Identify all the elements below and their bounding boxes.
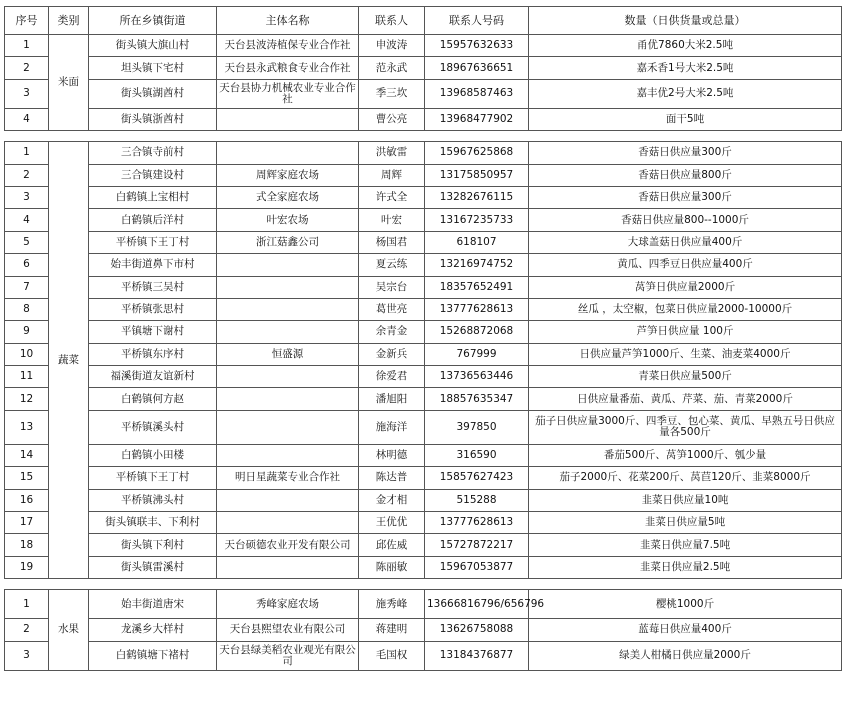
cell-contact: 洪敏雷 — [359, 142, 425, 164]
cell-index: 13 — [5, 410, 49, 444]
table-row — [5, 343, 842, 365]
table-row — [5, 231, 842, 253]
cell-entity: 秀峰家庭农场 — [217, 590, 359, 619]
cell-town: 白鹤镇塘下褚村 — [89, 641, 217, 670]
cell-index: 2 — [5, 57, 49, 79]
cell-quantity: 香菇日供应量800斤 — [529, 164, 842, 186]
table-row — [5, 388, 842, 410]
cell-quantity: 蓝莓日供应量400斤 — [529, 619, 842, 641]
cell-phone: 18967636651 — [425, 57, 529, 79]
supply-table-container — [4, 6, 841, 671]
cell-index: 1 — [5, 142, 49, 164]
cell-phone: 13968587463 — [425, 79, 529, 108]
header-cell-town: 所在乡镇街道 — [89, 7, 217, 35]
cell-quantity: 香菇日供应量800--1000斤 — [529, 209, 842, 231]
group-gap-row — [5, 131, 842, 142]
header-cell-phone: 联系人号码 — [425, 7, 529, 35]
cell-town: 平桥镇沸头村 — [89, 489, 217, 511]
cell-quantity: 茄子2000斤、花菜200斤、莴苣120斤、韭菜8000斤 — [529, 467, 842, 489]
cell-quantity: 大球盖菇日供应量400斤 — [529, 231, 842, 253]
cell-index: 10 — [5, 343, 49, 365]
cell-phone: 13216974752 — [425, 254, 529, 276]
cell-phone: 618107 — [425, 231, 529, 253]
table-row — [5, 35, 842, 57]
cell-entity — [217, 298, 359, 320]
cell-contact: 季三坎 — [359, 79, 425, 108]
cell-town: 坦头镇下宅村 — [89, 57, 217, 79]
table-row — [5, 321, 842, 343]
cell-contact: 金新兵 — [359, 343, 425, 365]
cell-index: 6 — [5, 254, 49, 276]
cell-phone: 15727872217 — [425, 534, 529, 556]
cell-contact: 潘旭阳 — [359, 388, 425, 410]
table-row — [5, 276, 842, 298]
cell-town: 街头镇湖酋村 — [89, 79, 217, 108]
cell-phone: 13968477902 — [425, 108, 529, 130]
cell-contact: 夏云练 — [359, 254, 425, 276]
cell-town: 始丰街道唐宋 — [89, 590, 217, 619]
cell-contact: 施秀峰 — [359, 590, 425, 619]
cell-entity: 恒盛源 — [217, 343, 359, 365]
cell-index: 1 — [5, 35, 49, 57]
cell-town: 平桥镇三吴村 — [89, 276, 217, 298]
category-cell: 米面 — [49, 35, 89, 131]
cell-town: 街头镇下利村 — [89, 534, 217, 556]
cell-contact: 蒋建明 — [359, 619, 425, 641]
cell-phone: 15957632633 — [425, 35, 529, 57]
cell-entity — [217, 556, 359, 578]
cell-entity — [217, 489, 359, 511]
table-row — [5, 298, 842, 320]
cell-index: 3 — [5, 79, 49, 108]
cell-phone: 13184376877 — [425, 641, 529, 670]
cell-entity: 天台硕德农业开发有限公司 — [217, 534, 359, 556]
cell-phone: 13282676115 — [425, 186, 529, 208]
group-gap-cell — [5, 131, 842, 142]
cell-phone: 15967053877 — [425, 556, 529, 578]
table-row — [5, 444, 842, 466]
cell-index: 12 — [5, 388, 49, 410]
cell-index: 7 — [5, 276, 49, 298]
cell-town: 白鹤镇小田楼 — [89, 444, 217, 466]
cell-phone: 316590 — [425, 444, 529, 466]
cell-index: 18 — [5, 534, 49, 556]
cell-quantity: 韭菜日供应量2.5吨 — [529, 556, 842, 578]
cell-quantity: 番茄500斤、莴笋1000斤、瓠少量 — [529, 444, 842, 466]
cell-contact: 申波涛 — [359, 35, 425, 57]
table-row — [5, 57, 842, 79]
header-cell-quantity: 数量（日供货量或总量） — [529, 7, 842, 35]
cell-contact: 施海洋 — [359, 410, 425, 444]
cell-quantity: 黄瓜、四季豆日供应量400斤 — [529, 254, 842, 276]
cell-phone: 397850 — [425, 410, 529, 444]
cell-town: 平桥镇下王丁村 — [89, 467, 217, 489]
table-row — [5, 108, 842, 130]
cell-entity: 叶宏农场 — [217, 209, 359, 231]
header-cell-category: 类别 — [49, 7, 89, 35]
supply-table — [4, 6, 842, 671]
cell-town: 白鹤镇后洋村 — [89, 209, 217, 231]
cell-entity: 天台县波涛植保专业合作社 — [217, 35, 359, 57]
cell-entity: 式全家庭农场 — [217, 186, 359, 208]
header-cell-contact: 联系人 — [359, 7, 425, 35]
cell-quantity: 香菇日供应量300斤 — [529, 142, 842, 164]
cell-entity — [217, 410, 359, 444]
table-row — [5, 534, 842, 556]
cell-quantity: 嘉丰优2号大米2.5吨 — [529, 79, 842, 108]
cell-quantity: 丝瓜 ，太空椒，包菜日供应量2000-10000斤 — [529, 298, 842, 320]
cell-index: 8 — [5, 298, 49, 320]
cell-entity — [217, 366, 359, 388]
group-gap-cell — [5, 579, 842, 590]
cell-entity — [217, 254, 359, 276]
cell-quantity: 樱桃1000斤 — [529, 590, 842, 619]
cell-town: 街头镇浙酋村 — [89, 108, 217, 130]
cell-entity — [217, 142, 359, 164]
cell-index: 15 — [5, 467, 49, 489]
cell-town: 街头镇联丰、下利村 — [89, 512, 217, 534]
cell-town: 平镇塘下谢村 — [89, 321, 217, 343]
cell-index: 4 — [5, 209, 49, 231]
table-row — [5, 410, 842, 444]
group-gap-row — [5, 579, 842, 590]
cell-phone: 515288 — [425, 489, 529, 511]
cell-entity — [217, 444, 359, 466]
cell-phone: 18857635347 — [425, 388, 529, 410]
cell-entity — [217, 388, 359, 410]
table-row — [5, 254, 842, 276]
cell-town: 平桥镇张思村 — [89, 298, 217, 320]
cell-town: 平桥镇东序村 — [89, 343, 217, 365]
cell-phone: 13626758088 — [425, 619, 529, 641]
table-row — [5, 142, 842, 164]
cell-quantity: 嘉禾香1号大米2.5吨 — [529, 57, 842, 79]
cell-entity: 周辉家庭农场 — [217, 164, 359, 186]
cell-entity — [217, 321, 359, 343]
cell-phone: 18357652491 — [425, 276, 529, 298]
cell-town: 白鹤镇何方赵 — [89, 388, 217, 410]
cell-entity: 明日星蔬菜专业合作社 — [217, 467, 359, 489]
table-row — [5, 467, 842, 489]
cell-index: 2 — [5, 164, 49, 186]
cell-quantity: 韭菜日供应量5吨 — [529, 512, 842, 534]
cell-town: 平桥镇溪头村 — [89, 410, 217, 444]
cell-contact: 王优优 — [359, 512, 425, 534]
header-cell-index: 序号 — [5, 7, 49, 35]
table-row — [5, 556, 842, 578]
cell-index: 19 — [5, 556, 49, 578]
cell-town: 街头镇雷溪村 — [89, 556, 217, 578]
category-cell: 蔬菜 — [49, 142, 89, 579]
cell-quantity: 香菇日供应量300斤 — [529, 186, 842, 208]
header-cell-entity: 主体名称 — [217, 7, 359, 35]
cell-entity — [217, 512, 359, 534]
cell-index: 3 — [5, 641, 49, 670]
cell-index: 1 — [5, 590, 49, 619]
header-row — [5, 7, 842, 35]
cell-index: 11 — [5, 366, 49, 388]
cell-index: 9 — [5, 321, 49, 343]
cell-phone: 13167235733 — [425, 209, 529, 231]
cell-phone: 767999 — [425, 343, 529, 365]
cell-quantity: 日供应量番茄、黄瓜、芹菜、茄、青菜2000斤 — [529, 388, 842, 410]
table-row — [5, 164, 842, 186]
cell-contact: 陈丽敏 — [359, 556, 425, 578]
cell-contact: 范永武 — [359, 57, 425, 79]
cell-town: 福溪街道友谊新村 — [89, 366, 217, 388]
cell-index: 16 — [5, 489, 49, 511]
category-cell: 水果 — [49, 590, 89, 670]
cell-index: 14 — [5, 444, 49, 466]
cell-town: 三合镇建设村 — [89, 164, 217, 186]
cell-phone: 13666816796/656796 — [425, 590, 529, 619]
cell-phone: 13777628613 — [425, 512, 529, 534]
cell-contact: 毛国权 — [359, 641, 425, 670]
cell-index: 4 — [5, 108, 49, 130]
cell-contact: 陈达普 — [359, 467, 425, 489]
cell-contact: 邱佐威 — [359, 534, 425, 556]
table-row — [5, 489, 842, 511]
cell-contact: 周辉 — [359, 164, 425, 186]
table-row — [5, 79, 842, 108]
cell-contact: 吴宗台 — [359, 276, 425, 298]
cell-contact: 余青金 — [359, 321, 425, 343]
cell-phone: 13175850957 — [425, 164, 529, 186]
cell-entity: 浙江菇鑫公司 — [217, 231, 359, 253]
cell-contact: 徐爱君 — [359, 366, 425, 388]
cell-contact: 许式全 — [359, 186, 425, 208]
table-row — [5, 619, 842, 641]
cell-phone: 13736563446 — [425, 366, 529, 388]
cell-quantity: 茄子日供应量3000斤、四季豆、包心菜、黄瓜、早熟五号日供应量各500斤 — [529, 410, 842, 444]
cell-index: 3 — [5, 186, 49, 208]
cell-town: 平桥镇下王丁村 — [89, 231, 217, 253]
cell-quantity: 甬优7860大米2.5吨 — [529, 35, 842, 57]
cell-contact: 杨国君 — [359, 231, 425, 253]
cell-entity: 天台县熙望农业有限公司 — [217, 619, 359, 641]
table-row — [5, 366, 842, 388]
cell-contact: 叶宏 — [359, 209, 425, 231]
cell-quantity: 绿美人柑橘日供应量2000斤 — [529, 641, 842, 670]
cell-phone: 15967625868 — [425, 142, 529, 164]
cell-quantity: 芦笋日供应量 100斤 — [529, 321, 842, 343]
table-row — [5, 512, 842, 534]
cell-entity — [217, 276, 359, 298]
table-row — [5, 590, 842, 619]
cell-contact: 金才相 — [359, 489, 425, 511]
cell-quantity: 韭菜日供应量7.5吨 — [529, 534, 842, 556]
cell-town: 白鹤镇上宝相村 — [89, 186, 217, 208]
cell-entity: 天台县绿美稻农业观光有限公司 — [217, 641, 359, 670]
cell-quantity: 面干5吨 — [529, 108, 842, 130]
cell-contact: 曹公亮 — [359, 108, 425, 130]
cell-entity — [217, 108, 359, 130]
cell-index: 2 — [5, 619, 49, 641]
cell-contact: 葛世亮 — [359, 298, 425, 320]
cell-phone: 13777628613 — [425, 298, 529, 320]
cell-index: 5 — [5, 231, 49, 253]
cell-entity: 天台县永武粮食专业合作社 — [217, 57, 359, 79]
table-row — [5, 641, 842, 670]
cell-town: 始丰街道鼻下市村 — [89, 254, 217, 276]
table-row — [5, 186, 842, 208]
cell-town: 街头镇大旗山村 — [89, 35, 217, 57]
cell-quantity: 青菜日供应量500斤 — [529, 366, 842, 388]
cell-quantity: 莴笋日供应量2000斤 — [529, 276, 842, 298]
table-row — [5, 209, 842, 231]
cell-quantity: 日供应量芦笋1000斤、生菜、油麦菜4000斤 — [529, 343, 842, 365]
cell-index: 17 — [5, 512, 49, 534]
cell-contact: 林明德 — [359, 444, 425, 466]
cell-quantity: 韭菜日供应量10吨 — [529, 489, 842, 511]
cell-town: 三合镇寺前村 — [89, 142, 217, 164]
cell-phone: 15268872068 — [425, 321, 529, 343]
cell-town: 龙溪乡大样村 — [89, 619, 217, 641]
cell-phone: 15857627423 — [425, 467, 529, 489]
cell-entity: 天台县协力机械农业专业合作社 — [217, 79, 359, 108]
